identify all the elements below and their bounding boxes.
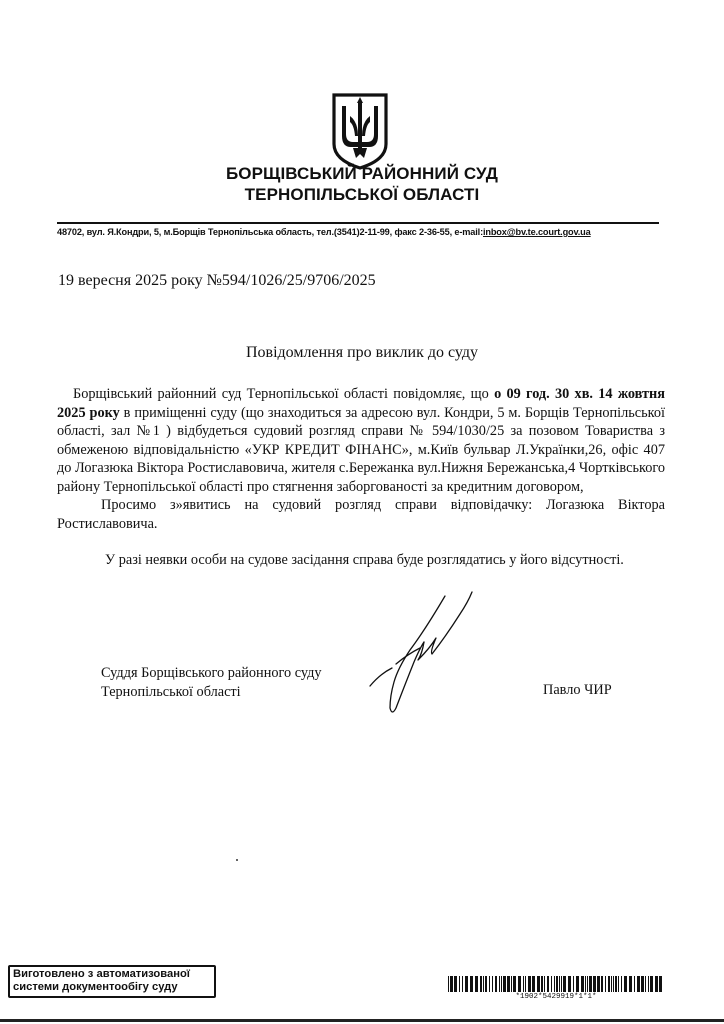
notice-paragraph-2: Просимо з»явитись на судовий розгляд справи відповідачку: Логазюка Віктора Ростиславовича. <box>57 497 665 532</box>
judge-position-line1: Суддя Борщівського районного суду <box>101 665 322 681</box>
judge-position <box>101 664 322 701</box>
bottom-edge-line <box>0 1019 724 1022</box>
court-name-line1: БОРЩІВСЬКИЙ РАЙОННИЙ СУД <box>225 164 499 183</box>
stamp-line2: системи документообігу суду <box>13 981 178 993</box>
stray-mark <box>236 859 238 861</box>
barcode-number: *1902*5429919*1*1* <box>515 993 597 1001</box>
notice-paragraph-1 <box>57 385 665 496</box>
judge-name: Павло ЧИР <box>543 682 612 698</box>
hearing-datetime: о 09 год. 30 хв. 14 жовтня 2025 року <box>57 386 665 421</box>
notice-title: Повідомлення про виклик до суду <box>245 344 479 361</box>
document-barcode <box>448 976 664 992</box>
court-name-line2: ТЕРНОПІЛЬСЬКОЇ ОБЛАСТІ <box>244 185 480 204</box>
judge-position-line2: Тернопільської області <box>101 683 241 700</box>
p1-details: в приміщенні суду (що знаходиться за адресою вул. Кондри, 5 м. Борщів Тернопільської області, зал №1 ) відбудеться судовий розгляд справи № 594/1030/25 за позовом Товариства з обмеженою відповідальністю «УКР КРЕДИТ ФІНАНС», м.Київ бульвар Л.Українки,26, офіс 407 до Логазюка Віктора Ростиславовича, жителя с.Бережанка вул.Нижня Бережанська,4 Чортківського району Тернопільської області про стягнення заборгованості за кредитним договором, <box>57 404 665 495</box>
date-and-number: 19 вересня 2025 року №594/1026/25/9706/2025 <box>58 272 376 289</box>
notice-paragraph-3: У разі неявки особи на судове засідання справа буде розглядатись у його відсутності. <box>105 552 624 568</box>
court-contacts <box>57 226 677 238</box>
header-divider <box>57 222 659 224</box>
notice-body <box>57 385 665 570</box>
contacts-email-link[interactable]: inbox@bv.te.court.gov.ua <box>482 227 591 237</box>
stamp-line1: Виготовлено з автоматизованої <box>13 968 190 980</box>
judge-signature <box>360 590 480 720</box>
trident-emblem-icon <box>331 92 389 170</box>
contacts-address: 48702, вул. Я.Кондри, 5, м.Борщів Тернопільська область, тел.(3541)2-11-99, факс 2-36-55, e-mail: <box>57 227 483 237</box>
p1-intro: Борщівський районний суд Тернопільської області повідомляє, що <box>73 386 495 402</box>
automated-system-stamp <box>8 965 216 998</box>
